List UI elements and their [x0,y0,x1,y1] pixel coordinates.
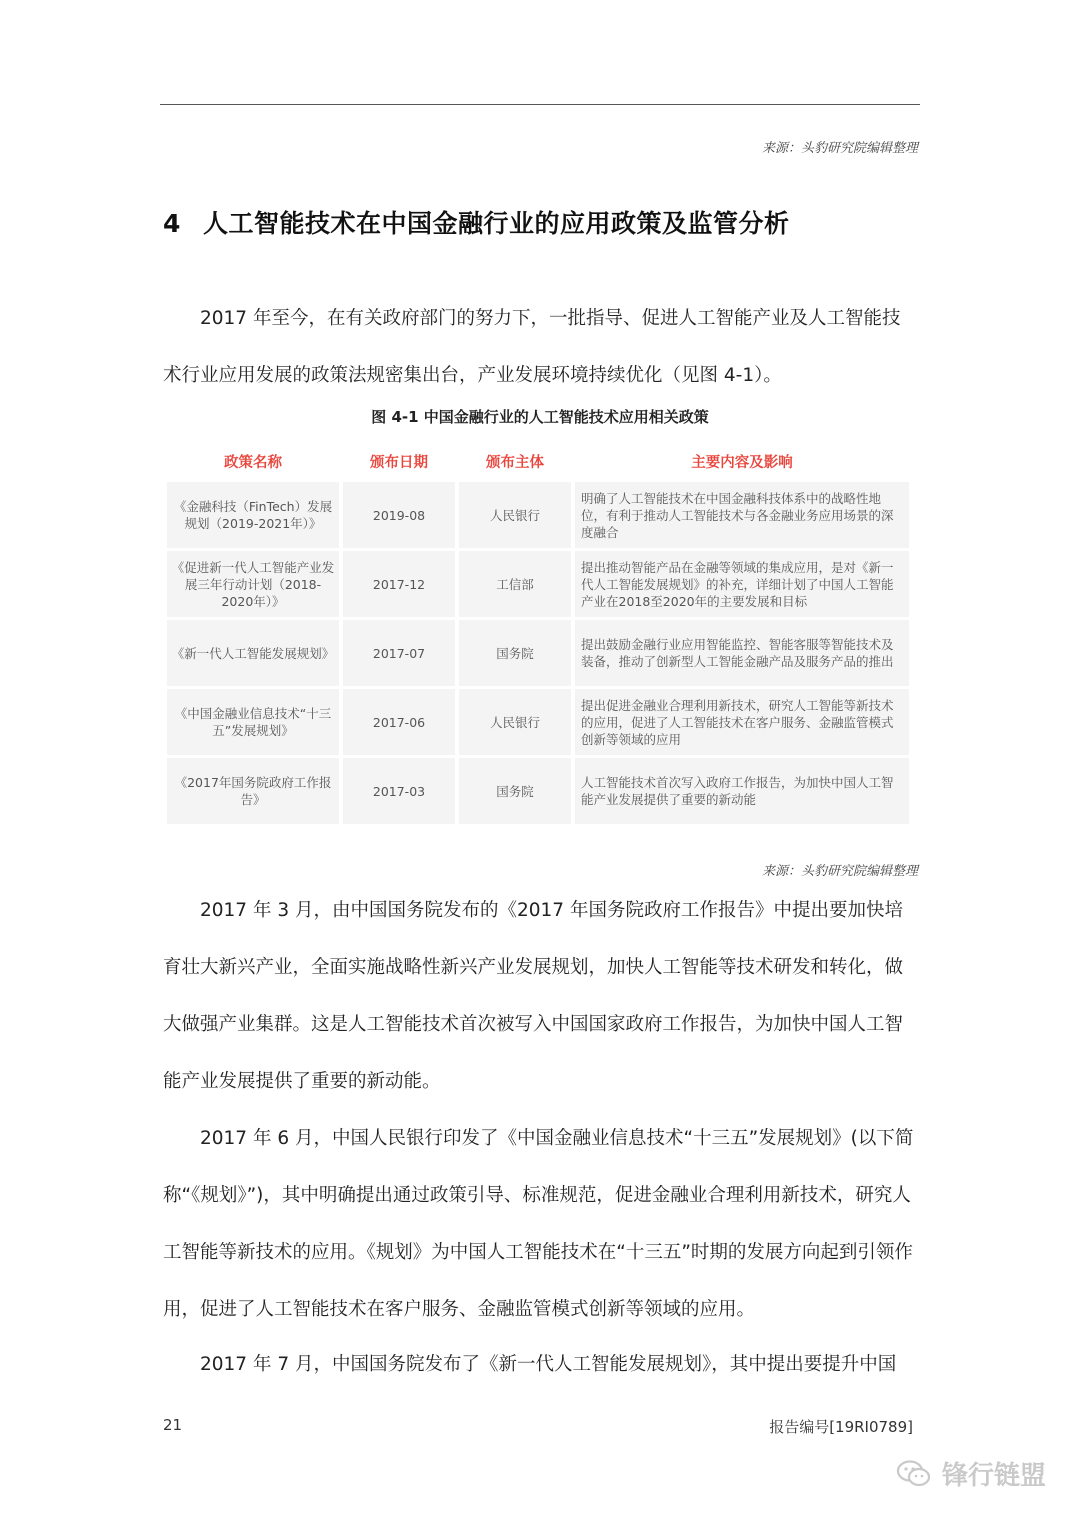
table-row [167,620,909,686]
content-cell: 提出鼓励金融行业应用智能监控、智能客服等智能技术及装备，推动了创新型人工智能金融产品及服务产品的推出 [575,620,909,686]
content-cell: 人工智能技术首次写入政府工作报告，为加快中国人工智能产业发展提供了重要的新动能 [575,758,909,824]
table-header-row [167,443,909,479]
table-row [167,551,909,617]
policy-name-cell: 《新一代人工智能发展规划》 [167,620,339,686]
issuer-cell: 人民银行 [459,482,571,548]
table-row [167,758,909,824]
report-id: 报告编号[19RI0789] [769,1418,913,1436]
issuer-cell: 国务院 [459,620,571,686]
paragraph-4-text: 2017 年 7 月，中国国务院发布了《新一代人工智能发展规划》，其中提出要提升中国 [200,1354,897,1375]
section-title: 人工智能技术在中国金融行业的应用政策及监管分析 [203,209,790,238]
figure-caption: 图 4-1 中国金融行业的人工智能技术应用相关政策 [371,408,709,426]
table-row [167,689,909,755]
date-cell: 2019-08 [343,482,455,548]
policy-table [163,440,913,827]
policy-name-cell: 《金融科技（FinTech）发展规划（2019-2021年）》 [167,482,339,548]
policy-name-cell: 《2017年国务院政府工作报告》 [167,758,339,824]
wechat-icon [896,1460,932,1488]
policy-name-cell: 《中国金融业信息技术“十三五”发展规划》 [167,689,339,755]
watermark-text: 锋行链盟 [941,1461,1046,1491]
watermark [896,1455,1046,1492]
header-date: 颁布日期 [343,443,455,479]
content-cell: 明确了人工智能技术在中国金融科技体系中的战略性地位，有利于推动人工智能技术与各金融业务应用场景的深度融合 [575,482,909,548]
issuer-cell: 国务院 [459,758,571,824]
page-number: 21 [163,1416,183,1434]
paragraph-1 [163,290,918,404]
header-source: 来源：头豹研究院编辑整理 [761,141,918,156]
header-issuer: 颁布主体 [459,443,571,479]
header-rule [160,104,920,105]
paragraph-4 [163,1336,918,1393]
header-policy-name: 政策名称 [167,443,339,479]
content-cell: 提出促进金融业合理利用新技术，研究人工智能等新技术的应用，促进了人工智能技术在客户服务、金融监管模式创新等领域的应用 [575,689,909,755]
date-cell: 2017-03 [343,758,455,824]
figure-source: 来源：头豹研究院编辑整理 [761,864,918,879]
paragraph-2-text: 2017 年 3 月，由中国国务院发布的《2017 年国务院政府工作报告》中提出要加快培育壮大新兴产业，全面实施战略性新兴产业发展规划，加快人工智能等技术研发和转化，做大做强产业集群。这是人工智能技术首次被写入中国国家政府工作报告，为加快中国人工智能产业发展提供了重要的新动能。 [163,900,904,1092]
paragraph-3 [163,1110,918,1338]
section-heading [163,204,790,240]
header-content: 主要内容及影响 [575,443,909,479]
policy-name-cell: 《促进新一代人工智能产业发展三年行动计划（2018-2020年）》 [167,551,339,617]
paragraph-1-text: 2017 年至今，在有关政府部门的努力下，一批指导、促进人工智能产业及人工智能技术行业应用发展的政策法规密集出台，产业发展环境持续优化（见图 4-1）。 [163,308,901,386]
issuer-cell: 工信部 [459,551,571,617]
content-cell: 提出推动智能产品在金融等领域的集成应用，是对《新一代人工智能发展规划》的补充，详细计划了中国人工智能产业在2018至2020年的主要发展和目标 [575,551,909,617]
paragraph-2 [163,882,918,1110]
section-number: 4 [163,209,181,238]
date-cell: 2017-12 [343,551,455,617]
date-cell: 2017-07 [343,620,455,686]
paragraph-3-text: 2017 年 6 月，中国人民银行印发了《中国金融业信息技术“十三五”发展规划》(以下简称“《规划》”)，其中明确提出通过政策引导、标准规范，促进金融业合理利用新技术，研究人工智能等新技术的应用。《规划》为中国人工智能技术在“十三五”时期的发展方向起到引领作用，促进了人工智能技术在客户服务、金融监管模式创新等领域的应用。 [163,1128,914,1320]
table-row [167,482,909,548]
issuer-cell: 人民银行 [459,689,571,755]
date-cell: 2017-06 [343,689,455,755]
